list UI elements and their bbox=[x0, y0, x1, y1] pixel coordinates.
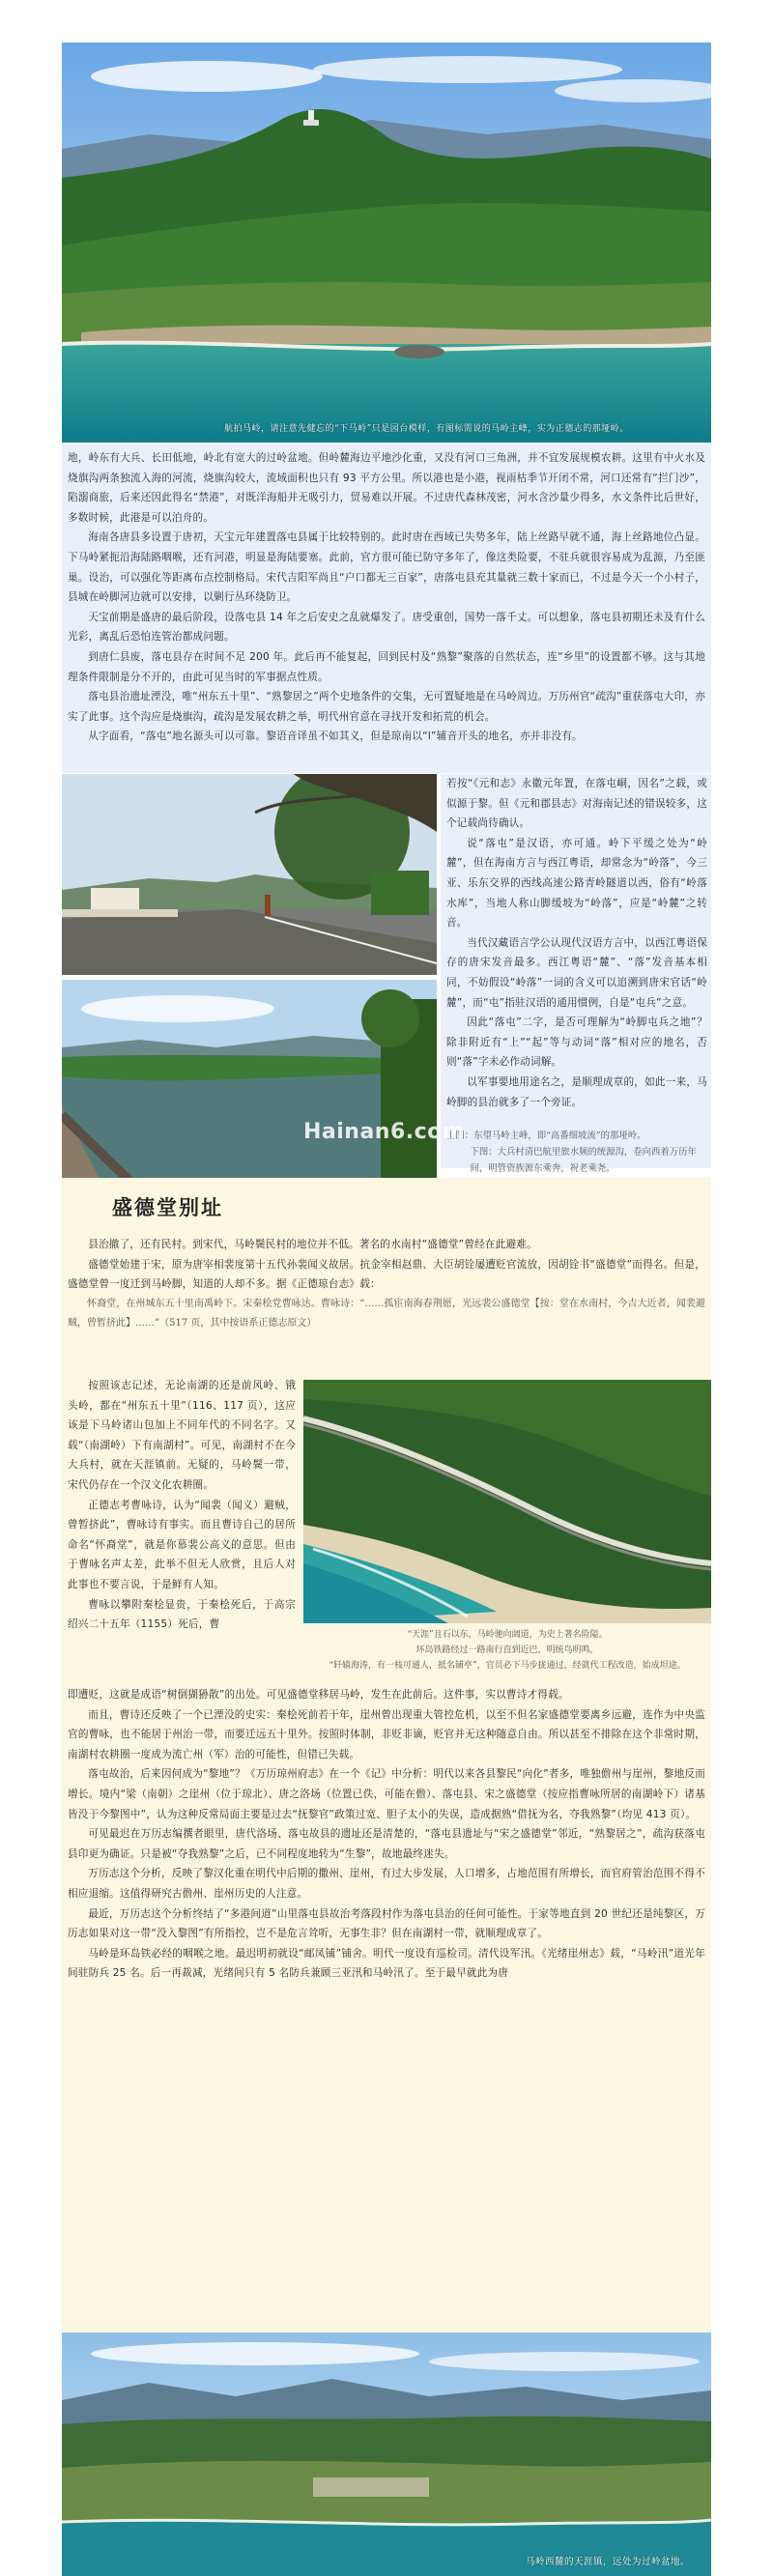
photo-note: 上图：东望马岭主峰，即“高番细坡流”的那垭岭。 bbox=[446, 1131, 646, 1142]
coastal-road-photo bbox=[303, 1380, 711, 1623]
caption-line: “轩辕海涛，有一枝可通人，抵名铺亭”，官员必下马步拢通过，经就代工程改造，始成坦途。 bbox=[329, 1661, 686, 1671]
section3-body bbox=[68, 1685, 705, 1984]
paragraph: 天宝前期是盛唐的最后阶段，设落屯县 14 年之后安史之乱就爆发了。唐受重创，国势一落千丈。可以想象，落屯县初期还未及有什么光彩，离乱后恐怕连管治都成问题。 bbox=[68, 611, 705, 644]
photo-note: 下图：大兵村清巴航里旅水频的统源沟，卷向西着万历年间，明管资族源东乘奔，祝老乘尧。 bbox=[470, 1147, 697, 1175]
road-photo-scene bbox=[62, 774, 437, 975]
paragraph: 即遭贬，这就是成语“树倒猢狲散”的出处。可见盛德堂移居马岭，发生在此前后。这件事，实以曹诗才得载。 bbox=[68, 1689, 569, 1701]
river-photo-scene bbox=[62, 980, 437, 1181]
article-panel-2 bbox=[441, 774, 711, 1175]
paragraph: 海南各唐县多设置于唐初，天宝元年建置落屯县属于比较特别的。此时唐在西域已失势多年，陆上丝路早就不通，海上丝路地位凸显。下马岭紧扼沿海陆路咽喉，还有河港，明显是海陆要塞。此前，官方很可能已防守多年了，像这类险要，不驻兵就很容易成为乱源，乃至匪巢。设治，可以强化等距离布点控制格局。宋代吉阳军尚且“户口都无三百家”，唐落屯县充其量就三数十家而已，不过是今天一个小村子，县城在岭脚河边就可以安排，以剿行丛环绕防卫。 bbox=[68, 531, 705, 604]
paragraph: 落屯故治，后来因何成为“黎地”？《万历琼州府志》在一个《记》中分析：明代以来各县黎民“向化”者多，唯独儋州与崖州，黎地反而增长。境内“梁（南朝）之崖州（位于琼北）、唐之洛场（位置已佚，可能在儋）、落屯县、宋之盛德堂（按应指曹咏所居的南湖岭下）诸基皆没于今黎图中”，认为这种反常局面主要是过去“抚黎官”政策过宽、胆子太小的失误，造成据熟“借抚为名，夺我熟黎”（均见 413 页）。 bbox=[68, 1768, 705, 1820]
section-title: 盛德堂别址 bbox=[112, 1195, 223, 1219]
river-photo bbox=[62, 980, 437, 1181]
paragraph: 县治撤了，还有民村。到宋代，马岭鬓民村的地位并不低。著名的水南村“盛德堂”曾经在此避难。 bbox=[88, 1239, 537, 1250]
tianya-photo-scene bbox=[62, 2333, 711, 2576]
paragraph: 可见最迟在万历志编撰者眼里，唐代洛场、落屯故县的遗址还是清楚的，“落屯县遗址与“宋之盛德堂”邻近，“熟黎居之”，疏沟获落屯县印更为确证。只是被“夺我熟黎”之后，已不同程度地转为“生黎”，故地最终迷失。 bbox=[68, 1828, 705, 1860]
paragraph: 按照该志记述，无论南湖的还是前风岭、锇头岭，都在“州东五十里”（116、117 页），这应该是下马岭诸山包加上不同年代的不同名字。又载“（南湖岭）下有南湖村”。可见，南湖村不在今大兵村，就在天涯镇前。无疑的，马岭鬓一带，宋代仍存在一个汉文化农耕圈。 bbox=[68, 1380, 296, 1491]
aerial-photo-maling bbox=[62, 43, 711, 443]
paragraph: 盛德堂始建于宋，原为唐宰相裴度第十五代孙裴闻义故居。抗金宰相赵鼎、大臣胡铨屡遭贬官流放，因胡铨书“盛德堂”而得名。但是，盛德堂曾一度迁到马岭脚，知道的人却不多。据《正德琼台志》载： bbox=[68, 1258, 705, 1291]
paragraph: 万历志这个分析，反映了黎汉化重在明代中后期的撒州、崖州，有过大步发展，人口增多，占地范围有所增长，而官府管治范围不得不相应退缩。这值得研究古儋州、崖州历史的人注意。 bbox=[68, 1868, 705, 1900]
section3-left-column bbox=[68, 1376, 296, 1635]
paragraph: 当代汉藏语言学公认现代汉语方言中，以西江粤语保存的唐宋发音最多。西江粤语“麓”、“落”发音基本相同，不妨假设“岭落”一词的含义可以追溯到唐宋官话“岭麓”，而“屯”指驻汉语的通用惯例，自是“屯兵”之意。 bbox=[446, 936, 707, 1009]
paragraph: 最近，万历志这个分析终结了“多港间道”山里落屯县故治考落段村作为落屯县治的任何可能性。于家等地直到 20 世纪还是纯黎区，万历志如果对这一带“没入黎图”有所指控，岂不是危言耸听，无事生非？但在南湖村一带，就顺理成章了。 bbox=[68, 1907, 705, 1940]
caption-line: 环岛铁路经过一路南行直到近巴，明统鸟明鸣， bbox=[415, 1646, 599, 1655]
paragraph: 而且，曹诗还反映了一个已湮没的史实：秦桧死前若干年，崖州曾出现重大管控危机，以至不但名家盛德堂要离乡远避，连作为中央监官的曹咏，也不能居于州治一带，而要迁远五十里外。按照时体制，非贬非谪，贬官并无这种随意自由。所以甚至不排除在这个非常时期，南湖村农耕圈一度成为流亡州（军）治的可能性，但错已失载。 bbox=[68, 1708, 705, 1760]
coastal-photo-scene bbox=[303, 1380, 711, 1623]
quote-text: 怀裔堂，在州城东五十里南禹岭下。宋秦桧党曹咏达。曹咏诗：“……孤宦南海春荆愿，光远裴公盛德堂【按：堂在水南村，今吉大近者，闻裴避贼，曾暂挤此】……”（517 页，其中按语系正德志原文） bbox=[68, 1298, 705, 1329]
paragraph: 从字面看，“落屯”地名源头可以可靠。黎语音译虽不如其义，但是琼南以“l”辅音开头的地名，亦并非没有。 bbox=[88, 730, 583, 743]
site-watermark: Hainan6.com bbox=[303, 1120, 466, 1144]
coastal-photo-caption bbox=[303, 1627, 711, 1674]
paragraph: 以军事要地用途名之，是顺理成章的，如此一来，马岭脚的县治就多了一个旁证。 bbox=[446, 1075, 707, 1108]
tianya-town-photo bbox=[62, 2333, 711, 2576]
article-panel-1 bbox=[62, 443, 711, 773]
road-photo bbox=[62, 774, 437, 975]
paragraph: 曹咏以攀附秦桧显贵，于秦桧死后，于高宗绍兴二十五年（1155）死后，曹 bbox=[68, 1598, 296, 1631]
caption-line: “天涯”且石以东，马岭驰向阔道，为史上著名险隘。 bbox=[407, 1630, 608, 1640]
paragraph: 正德志考曹咏诗，认为“闻裴（闻义）避贼，曾暂挤此”，曹咏诗有事实。而且曹诗自己的居所命名“怀裔堂”，就是你慕裴公高义的意思。但由于曹咏名声太差，此举不但无人欣赏，且后人对此事也不要言说，于是鲜有人知。 bbox=[68, 1499, 296, 1590]
paragraph: 若按“《元和志》永徽元年置，在落屯峒，因名”之载，或似源于黎。但《元和郡县志》对海南记述的错误较多，这个记载尚待确认。 bbox=[446, 778, 707, 830]
paragraph: 因此“落屯”二字，是否可理解为“岭脚屯兵之地”？除非附近有“上”“起”等与动词“落”相对应的地名，否则“落”字未必作动词解。 bbox=[446, 1016, 707, 1069]
section3-intro bbox=[68, 1235, 705, 1333]
paragraph: 马岭是环岛铁必经的咽喉之地。最迟明初就设“邮凤铺”铺舍。明代一度设有巡检司。清代设军汛。《光绪崖州志》载，“马岭汛”道光年间驻防兵 25 名。后一再裁减，光绪间只有 5 名防兵兼顾三亚汛和马岭汛了。至于最早就此为唐 bbox=[68, 1947, 705, 1980]
bottom-photo-caption: 马岭西麓的天涯镇，远处为过岭盆地。 bbox=[526, 2557, 691, 2567]
aerial-photo-scene bbox=[62, 43, 711, 443]
paragraph: 到唐仁县废，落屯县存在时间不足 200 年。此后再不能复起，回到民村及“熟黎”聚落的自然状态，连“乡里”的设置都不够。这与其地理条件限制是分不开的，由此可见当时的军事据点性质。 bbox=[68, 650, 705, 683]
paragraph: 说“落屯”是汉语，亦可通。岭下平缓之处为“岭麓”，但在海南方言与西江粤语，却常念为“岭落”，今三亚、乐东交界的西线高速公路青岭隧道以西，俗有“岭落水库”，当地人称山脚缓坡为“岭落”，应是“岭麓”之转音。 bbox=[446, 837, 707, 930]
top-photo-caption: 航拍马岭，请注意先健忘的“下马岭”只是园台模样，有图标需说的马岭主峰，实为正德志的那垭岭。 bbox=[224, 424, 629, 434]
paragraph: 地，岭东有大兵、长田低地，岭北有宽大的过岭盆地。但岭麓海边平地沙化重，又没有河口三角洲，并不宜发展规模农耕。这里有中火水及烧旗沟两条独流入海的河流，烧旗沟较大，流域面积也只有 93 平方公里。所以港也是小港，视雨枯季节开闭不常，河口还常有“拦门沙”，陷溺商旅，后来还因此得名“禁港”，对既洋海船并无吸引力，贸易难以开展。不过唐代森林茂密，河水含沙量少得多，水文条件比后世好，多数时候，此港是可以泊舟的。 bbox=[68, 452, 705, 524]
paragraph: 落屯县治遗址湮没，唯“州东五十里”、“熟黎居之”两个史地条件的交集，无可置疑地是在马岭周边。万历州官“疏沟”重获落屯大印，亦实了此事。这个沟应是烧旗沟，疏沟是发展农耕之举，明代州官意在寻找开发和拓荒的机会。 bbox=[68, 691, 705, 723]
